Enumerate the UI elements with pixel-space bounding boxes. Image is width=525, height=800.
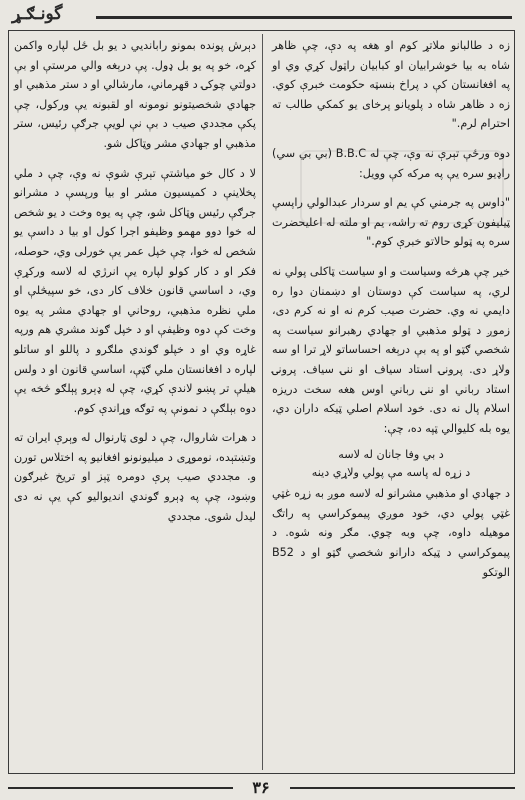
- left-column: [14, 36, 256, 526]
- right-column: [272, 36, 510, 582]
- paragraph: زه د طالبانو ملاتړ کوم او هغه په دې، چې ظاهر شاه به بیا خوشرابیان او کبابیان راټول کړي وي او په افغانستان کې د پراخ بنسټه حکومت خبرې کوي. زه د ظاهر شاه د پلویانو پرخای یو کمکي طالب ته احترام لرم.": [272, 39, 510, 131]
- verse-line: د بي وفا جانان له لاسه: [338, 448, 444, 462]
- paragraph: د هرات شاروال، چې د لوی ټارنوال له وېرې ایران ته وتښتېده، نوموړی د میلیونونو افغانیو په اختلاس تورن و. مجددي صیب پرې دومره ټېز او تریخ غبرګون وښود، چې په ډېرو ګوندي اندیوالیو کې یې نه دی لیدل شوی. مجددي: [14, 431, 256, 523]
- header-rule: [96, 16, 512, 19]
- paragraph: خیر چې هرڅه وسیاست و او سیاست ټاکلی پولي نه لري، په سیاست کې دوستان او دښمنان دوا ره دایمي نه وي. حضرت صیب کرم نه او نه کرم دی، زموږ د ټولو مذهبي او جهادي رهبرانو سیاست په شخصي ګټو او په بې درېغه احساساتو لاړ ترا او سه ولاړ دی. پرونۍ استاد سیاف او ننۍ سیاف. پرونۍ استاد رباني او ننۍ رباني اوس هغه سخت دریزه اسلام پال نه دی. خود اسلام اصلي ټیکه داران دي، یوه بله کلیوالي ټپه ده، چې:: [272, 264, 510, 435]
- verse-line: د زړه له پاسه مې پولي ولاړي دینه: [311, 466, 471, 480]
- paragraph: لا د کال خو میاشتې تېرې شوې نه وې، چې د ملي پخلاینې د کمیسیون مشر او بیا ورپسې د مشرانو جرګې رئیس وټاکل شو، چې په یوه وخت د یو شخص له خوا دوو مهمو وظیفو اجرا کول او بیا د داسې یو شخص له خوا، چې خپل عمر یې خورلی وي، حوصله، فکر او د کار کولو لپاره یې انرژي له لاسه ورکړې وي، د اساسي قانون خلاف کار دی، خو سپیڅلې او ملي نظره مذهبي، روحاني او جهادي مشر په یوه وخت کې دوه وظیفې او د خپل ګوند مشري هم ورپه غاړه وي او د خپلو ګوندي ملګرو د پاللو او ساتلو لپاره د افغانستان ملي ګټې، اساسي قانون او د ولس هیلې تر پښو لاندې کړي، چې له ډېرو پېلګو څخه یې دوه بېلګې د نمونې په توګه وړاندې کوم.: [14, 166, 256, 415]
- paragraph: دوه ورځې تېرې نه وې، چې له B.B.C (بي بي سي) راډیو سره یې په مرکه کې وویل:: [272, 146, 510, 180]
- footer-rule: [290, 787, 515, 789]
- page-footer: [8, 778, 515, 798]
- page-header: [6, 4, 518, 26]
- footer-rule: [8, 787, 233, 789]
- paragraph: د جهادي او مذهبي مشرانو له لاسه موږ به زړه غټي غټي پولي دي، خود موږي پیموکراسي په راتګ موهیله داوه، چې وبه چوي. مګر ونه شوه. د پیموکراسي د ټیکه دارانو شخصي ګټو او د B52 الوتکو: [272, 487, 510, 579]
- magazine-title: گونـګـړ: [12, 4, 63, 24]
- column-divider: [262, 34, 263, 770]
- paragraph: دېرش پونده بمونو رابانديي د یو بل ځل لپاره واکمن کړه، خو په یو بل ډول. پې درېغه والي مرستې او بې دولتي چوکۍ د قهرماني، مارشالي او د ستر مذهبي او جهادي شخصیتونو نومونه او لقبونه یې ورکول، چې پکې مجددي صیب د بې نې لویې جرګې رئیس، ستر مذهبي او جهادي مشر وټاکل شو.: [14, 39, 256, 150]
- quote-paragraph: "داوس په جرمني کې یم او سردار عبدالولي راپسې ټیلیفون کړی روم ته راشه، یم او ملته له اعلیحضرت سره په ټولو حالاتو خبرې کوم.": [272, 196, 510, 249]
- page-number: ۳۶: [252, 778, 270, 797]
